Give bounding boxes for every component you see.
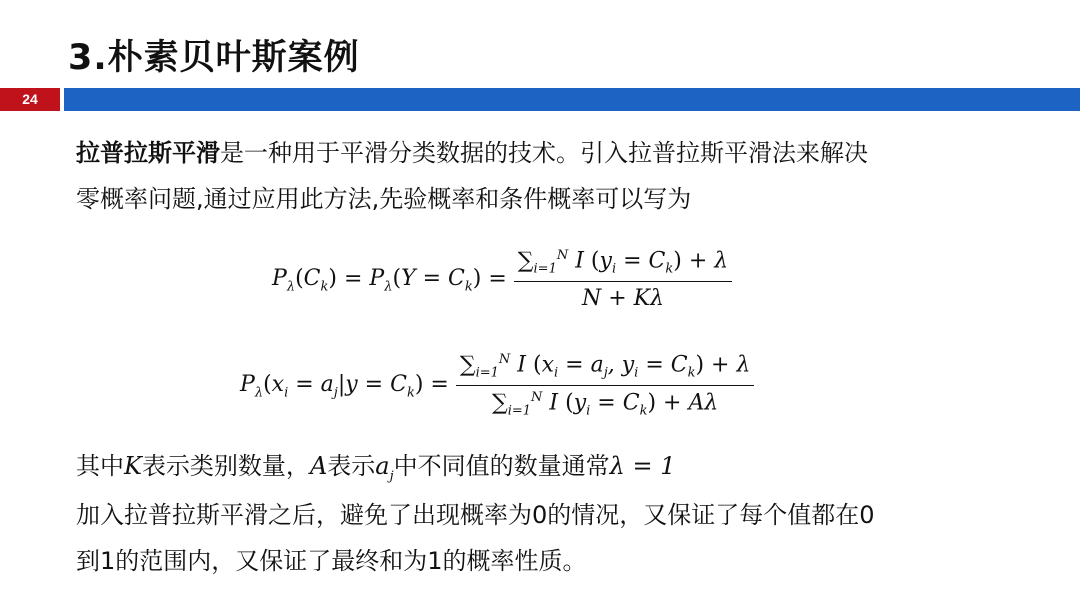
intro-line2-text: 零概率问题,通过应用此方法,先验概率和条件概率可以写为 xyxy=(76,185,692,213)
explain-text-1: 其中 xyxy=(76,452,124,480)
formula-conditional: $P_\lambda(x_i = a_j|y = C_k)$ = $\frac{\sum_{i=1}^N I (x_i = a_j, y_i = C_k) + \lambda}{\sum_{i=1}^N I (y_i = C_k) + A\lambda}$ xyxy=(240,352,754,418)
conclusion-paragraph xyxy=(76,492,875,584)
title-bar-blue xyxy=(64,88,1080,111)
intro-term: 拉普拉斯平滑 xyxy=(76,139,220,167)
slide-title: 3.朴素贝叶斯案例 xyxy=(68,38,360,78)
explain-lambda: λ = 1 xyxy=(609,452,676,480)
explain-text-2: 表示类别数量， xyxy=(141,452,310,480)
intro-line1-text: 是一种用于平滑分类数据的技术。引入拉普拉斯平滑法来解决 xyxy=(220,139,868,167)
conclusion-line1: 加入拉普拉斯平滑之后，避免了出现概率为0的情况，又保证了每个值都在0 xyxy=(76,501,875,529)
explain-text-3: 表示 xyxy=(327,452,376,480)
explain-var-a: A xyxy=(309,452,328,480)
formula-prior: $P_\lambda(C_k) = P_\lambda(Y = C_k)$ = $\frac{\sum_{i=1}^N I (y_i = C_k) + \lambda}{N + K\lambda}$ xyxy=(272,248,732,311)
explain-var-k: K xyxy=(124,452,142,480)
conclusion-line2: 到1的范围内，又保证了最终和为1的概率性质。 xyxy=(76,547,587,575)
intro-paragraph xyxy=(76,130,868,222)
explain-text-4: 中不同值的数量通常 xyxy=(393,452,610,480)
explain-var-aj: $a_j$ xyxy=(375,452,394,484)
page-number: 24 xyxy=(22,91,38,107)
